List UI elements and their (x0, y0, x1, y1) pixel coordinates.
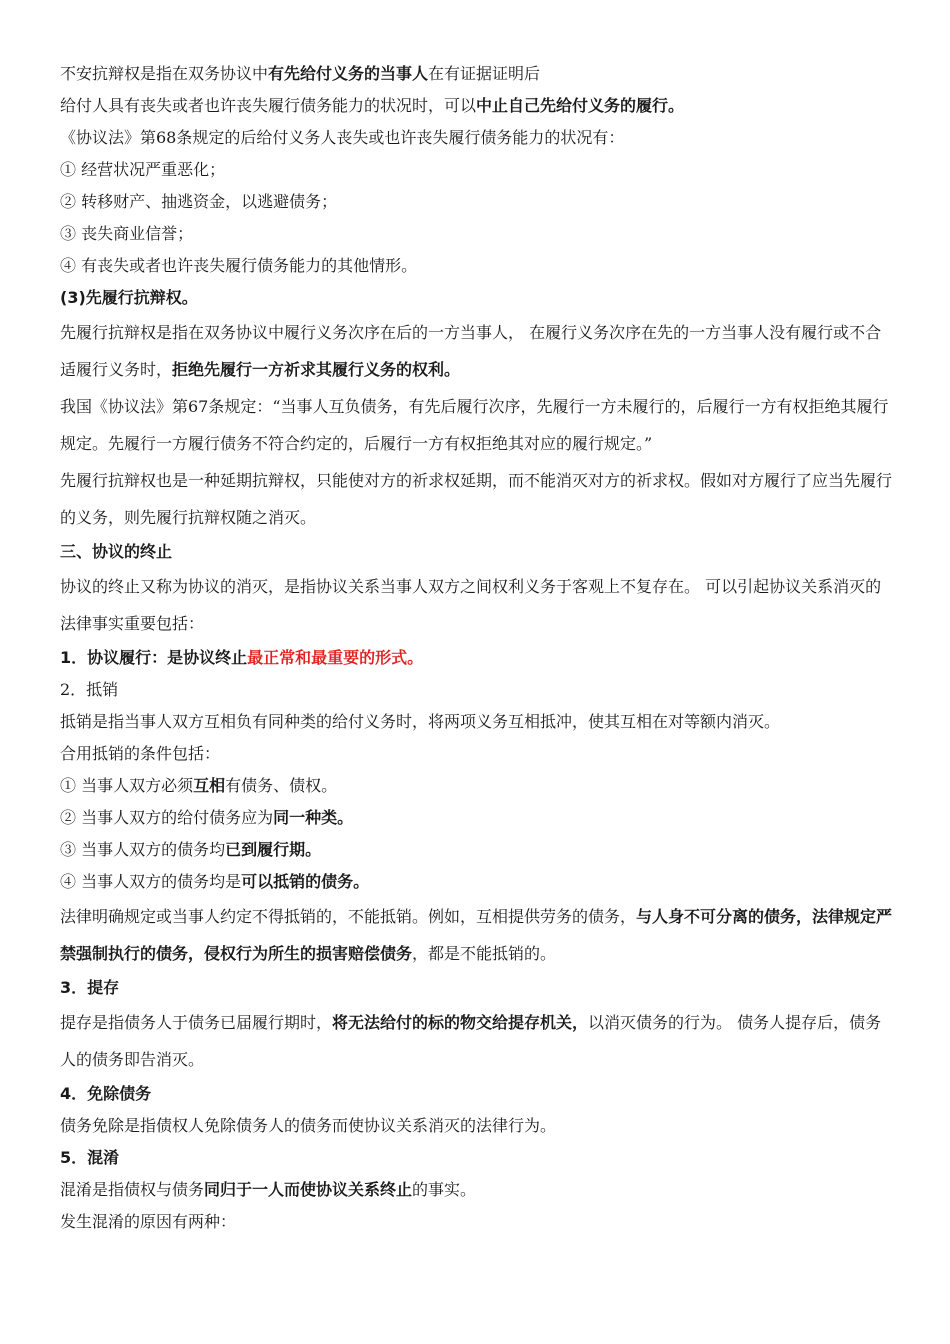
paragraph-merger-causes: 发生混淆的原因有两种： (60, 1212, 237, 1231)
item-merger-title: 5．混淆 (60, 1148, 120, 1167)
paragraph-article-68: 《协议法》第68条规定的后给付义务人丧失或也许丧失履行债务能力的状况有： (60, 128, 625, 147)
paragraph-prior-extension: 先履行抗辩权也是一种延期抗辩权，只能使对方的祈求权延期，而不能消灭对方的祈求权。假如对方履行了应当先履行的义务，则先履行抗辩权随之消灭。 (60, 471, 893, 527)
paragraph-defense-suspend: 给付人具有丧失或者也许丧失履行债务能力的状况时，可以中止自己先给付义务的履行。 (60, 96, 685, 115)
list-item: ③ 丧失商业信誉； (60, 224, 194, 243)
list-item: ① 经营状况严重恶化； (60, 160, 226, 179)
list-item: ④ 当事人双方的债务均是可以抵销的债务。 (60, 872, 370, 891)
paragraph-defense-definition: 不安抗辩权是指在双务协议中有先给付义务的当事人在有证据证明后 (60, 64, 541, 83)
paragraph-no-offset: 法律明确规定或当事人约定不得抵销的，不能抵销。例如，互相提供劳务的债务，与人身不可分离的债务，法律规定严禁强制执行的债务，侵权行为所生的损害赔偿债务，都是不能抵销的。 (60, 907, 893, 963)
list-item: ② 当事人双方的给付债务应为同一种类。 (60, 808, 354, 827)
list-item: ③ 当事人双方的债务均已到履行期。 (60, 840, 322, 859)
item-performance: 1．协议履行：是协议终止最正常和最重要的形式。 (60, 648, 424, 667)
list-item: ① 当事人双方必须互相有债务、债权。 (60, 776, 338, 795)
document-page (60, 58, 896, 1238)
paragraph-exemption-definition: 债务免除是指债权人免除债务人的债务而使协议关系消灭的法律行为。 (60, 1116, 557, 1135)
heading-termination: 三、协议的终止 (60, 542, 173, 561)
item-deposit-title: 3．提存 (60, 978, 120, 997)
paragraph-prior-definition: 先履行抗辩权是指在双务协议中履行义务次序在后的一方当事人， 在履行义务次序在先的一方当事人没有履行或不合适履行义务时，拒绝先履行一方祈求其履行义务的权利。 (60, 323, 882, 379)
list-item: ② 转移财产、抽逃资金，以逃避债务； (60, 192, 338, 211)
paragraph-deposit-definition: 提存是指债务人于债务已届履行期时，将无法给付的标的物交给提存机关，以消灭债务的行为。 债务人提存后，债务人的债务即告消灭。 (60, 1013, 882, 1069)
paragraph-offset-definition: 抵销是指当事人双方互相负有同种类的给付义务时，将两项义务互相抵冲，使其互相在对等额内消灭。 (60, 712, 781, 731)
item-offset-title: 2．抵销 (60, 680, 119, 699)
paragraph-article-67: 我国《协议法》第67条规定：“当事人互负债务，有先后履行次序，先履行一方未履行的，后履行一方有权拒绝其履行规定。先履行一方履行债务不符合约定的，后履行一方有权拒绝其对应的履行规定。” (60, 397, 889, 453)
list-item: ④ 有丧失或者也许丧失履行债务能力的其他情形。 (60, 256, 418, 275)
paragraph-offset-conditions: 合用抵销的条件包括： (60, 744, 221, 763)
heading-prior-performance: (3)先履行抗辩权。 (60, 288, 198, 307)
paragraph-termination-definition: 协议的终止又称为协议的消灭，是指协议关系当事人双方之间权利义务于客观上不复存在。 可以引起协议关系消灭的法律事实重要包括： (60, 577, 882, 633)
paragraph-merger-definition: 混淆是指债权与债务同归于一人而使协议关系终止的事实。 (60, 1180, 477, 1199)
item-exemption-title: 4．免除债务 (60, 1084, 152, 1103)
